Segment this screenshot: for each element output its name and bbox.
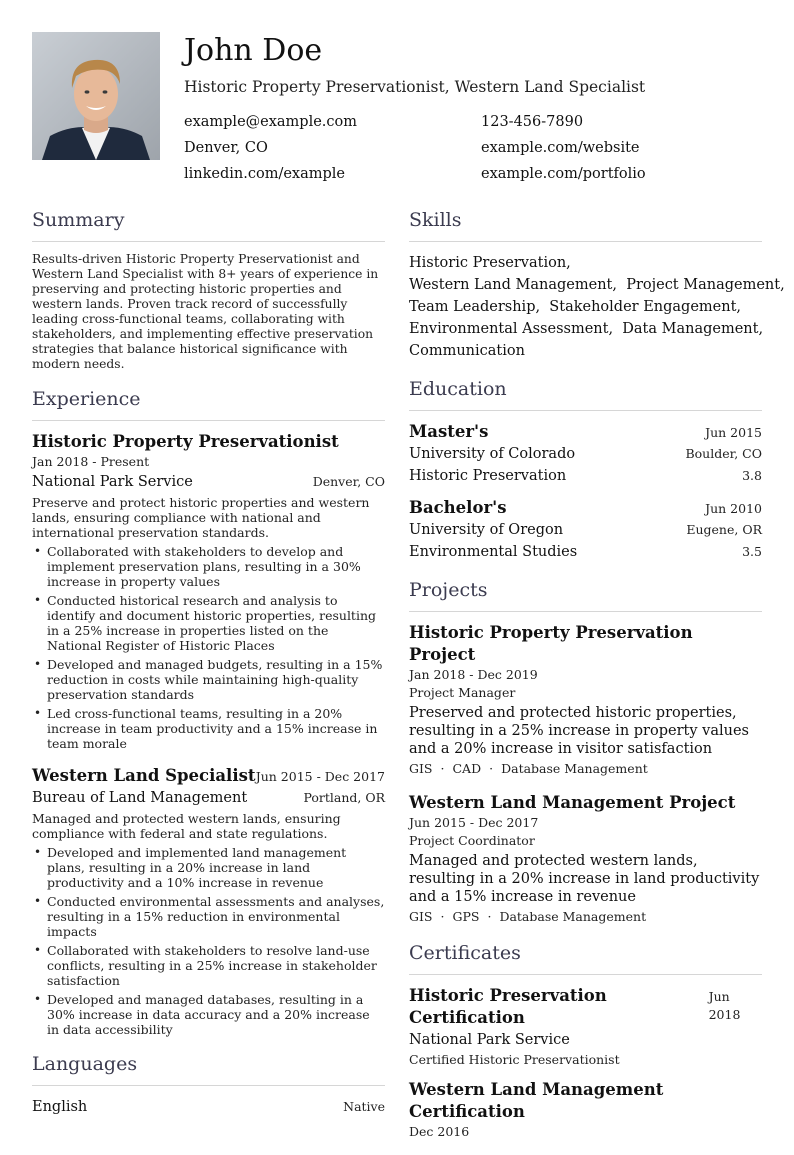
certificate-detail: Certified Historic Preservationist (409, 1052, 620, 1067)
tag-separator: · (489, 761, 494, 776)
job-location: Denver, CO (312, 474, 385, 489)
contact-phone[interactable]: 123-456-7890 (481, 114, 584, 130)
project-dates: Jan 2018 - Dec 2019 (409, 667, 538, 682)
education-heading: Education (409, 376, 762, 411)
project-tag: Database Management (501, 761, 648, 776)
certificate-date: Dec 2016 (409, 1124, 470, 1139)
experience-entry (32, 765, 385, 1037)
job-location: Portland, OR (303, 790, 385, 805)
project-tags (409, 908, 762, 926)
profile-photo (32, 32, 160, 160)
language-level: Native (343, 1099, 385, 1114)
language-name: English (32, 1099, 88, 1115)
job-title: Historic Property Preservationist (32, 432, 339, 451)
skills-line: Team Leadership, Stakeholder Engagement, (409, 299, 742, 315)
edu-field: Historic Preservation (409, 468, 567, 484)
job-dates: Jan 2018 - Present (32, 454, 150, 469)
certificate-title: Historic Preservation Certification (409, 986, 607, 1027)
project-tag: GPS (452, 909, 480, 924)
person-portrait-image (32, 32, 160, 160)
job-bullet: • Conducted environmental assessments and analyses, resulting in a 15% reduction in environmental impacts (32, 894, 385, 939)
edu-date: Jun 2010 (705, 501, 762, 516)
job-bullet: • Collaborated with stakeholders to develop and implement preservation plans, resulting in a 30% increase in property values (32, 544, 385, 589)
project-tag: Database Management (499, 909, 647, 924)
project-description: Managed and protected western lands, resulting in a 20% increase in land productivity and a 15% increase in revenue (409, 853, 760, 905)
job-bullets (32, 544, 385, 751)
certificates-section (409, 940, 762, 1141)
edu-gpa: 3.5 (742, 544, 762, 559)
contact-email[interactable]: example@example.com (184, 114, 358, 130)
job-bullet: • Developed and managed budgets, resulting in a 15% reduction in costs while maintaining high-quality preservation standards (32, 657, 385, 702)
left-column (32, 207, 385, 1132)
project-description: Preserved and protected historic properties, resulting in a 25% increase in property values and a 20% increase in visitor satisfaction (409, 705, 749, 757)
right-column (409, 207, 785, 1155)
project-dates: Jun 2015 - Dec 2017 (409, 815, 539, 830)
certificates-heading: Certificates (409, 940, 762, 975)
certificate-date: Jun 2018 (708, 989, 741, 1022)
skills-line: Western Land Management, Project Management, (409, 277, 785, 293)
skills-section (409, 207, 785, 362)
languages-section (32, 1051, 385, 1118)
contact-website[interactable]: example.com/website (481, 140, 640, 156)
projects-section (409, 577, 762, 926)
experience-section (32, 386, 385, 1037)
language-entry (32, 1096, 385, 1118)
tag-separator: · (440, 909, 445, 924)
skills-line: Communication (409, 343, 525, 359)
project-tag: GIS (409, 761, 433, 776)
job-bullet: • Led cross-functional teams, resulting in a 20% increase in team productivity and a 15% increase in team morale (32, 706, 385, 751)
projects-heading: Projects (409, 577, 762, 612)
project-title: Historic Property Preservation Project (409, 623, 693, 664)
edu-degree: Bachelor's (409, 498, 507, 517)
job-description: Managed and protected western lands, ensuring compliance with federal and state regulations. (32, 811, 341, 841)
job-company: National Park Service (32, 474, 193, 490)
project-entry (409, 792, 762, 926)
edu-school: University of Colorado (409, 446, 576, 462)
certificate-issuer: National Park Service (409, 1032, 570, 1048)
edu-gpa: 3.8 (742, 468, 762, 483)
project-role: Project Manager (409, 685, 516, 700)
job-bullet: • Developed and managed databases, resulting in a 30% increase in data accuracy and a 20% increase in data accessibility (32, 992, 385, 1037)
project-tags (409, 760, 762, 778)
job-bullet: • Conducted historical research and analysis to identify and document historic properties, resulting in a 25% increase in properties listed on the National Register of Historic Places (32, 593, 385, 653)
project-title: Western Land Management Project (409, 793, 736, 812)
experience-entry (32, 431, 385, 751)
contact-linkedin[interactable]: linkedin.com/example (184, 166, 345, 182)
summary-text: Results-driven Historic Property Preservationist and Western Land Specialist with 8+ years of experience in preserving and protecting historic properties and western lands. Proven track record of successfully leading cross-functional teams, collaborating with stakeholders, and implementing effective preservation strategies that balance historical significance with modern needs. (32, 252, 379, 371)
job-dates: Jun 2015 - Dec 2017 (255, 769, 385, 784)
contact-portfolio[interactable]: example.com/portfolio (481, 166, 646, 182)
job-bullet: • Developed and implemented land management plans, resulting in a 20% increase in land productivity and a 10% increase in revenue (32, 845, 385, 890)
edu-date: Jun 2015 (705, 425, 762, 440)
certificate-entry (409, 985, 762, 1069)
project-entry (409, 622, 762, 778)
summary-heading: Summary (32, 207, 385, 242)
job-company: Bureau of Land Management (32, 790, 248, 806)
person-name: John Doe (184, 33, 323, 68)
certificate-entry (409, 1079, 762, 1141)
languages-heading: Languages (32, 1051, 385, 1086)
job-title: Western Land Specialist (32, 766, 256, 785)
job-bullet: • Collaborated with stakeholders to resolve land-use conflicts, resulting in a 25% increase in stakeholder satisfaction (32, 943, 385, 988)
education-section (409, 376, 762, 563)
tag-separator: · (440, 761, 445, 776)
education-entry (409, 497, 762, 563)
project-tag: GIS (409, 909, 433, 924)
job-description: Preserve and protect historic properties and western lands, ensuring compliance with national and international preservation standards. (32, 495, 370, 540)
job-bullets (32, 845, 385, 1037)
edu-field: Environmental Studies (409, 544, 578, 560)
skills-list (409, 252, 785, 362)
edu-location: Eugene, OR (686, 522, 762, 537)
contact-location: Denver, CO (184, 140, 268, 156)
person-title: Historic Property Preservationist, Western Land Specialist (184, 78, 646, 96)
experience-heading: Experience (32, 386, 385, 421)
certificate-title: Western Land Management Certification (409, 1080, 664, 1121)
edu-school: University of Oregon (409, 522, 564, 538)
project-role: Project Coordinator (409, 833, 535, 848)
education-entry (409, 421, 762, 487)
edu-location: Boulder, CO (685, 446, 762, 461)
skills-line: Environmental Assessment, Data Management, (409, 321, 764, 337)
skills-line: Historic Preservation, (409, 255, 571, 271)
tag-separator: · (487, 909, 492, 924)
edu-degree: Master's (409, 422, 489, 441)
project-tag: CAD (452, 761, 482, 776)
skills-heading: Skills (409, 207, 762, 242)
summary-section (32, 207, 385, 372)
